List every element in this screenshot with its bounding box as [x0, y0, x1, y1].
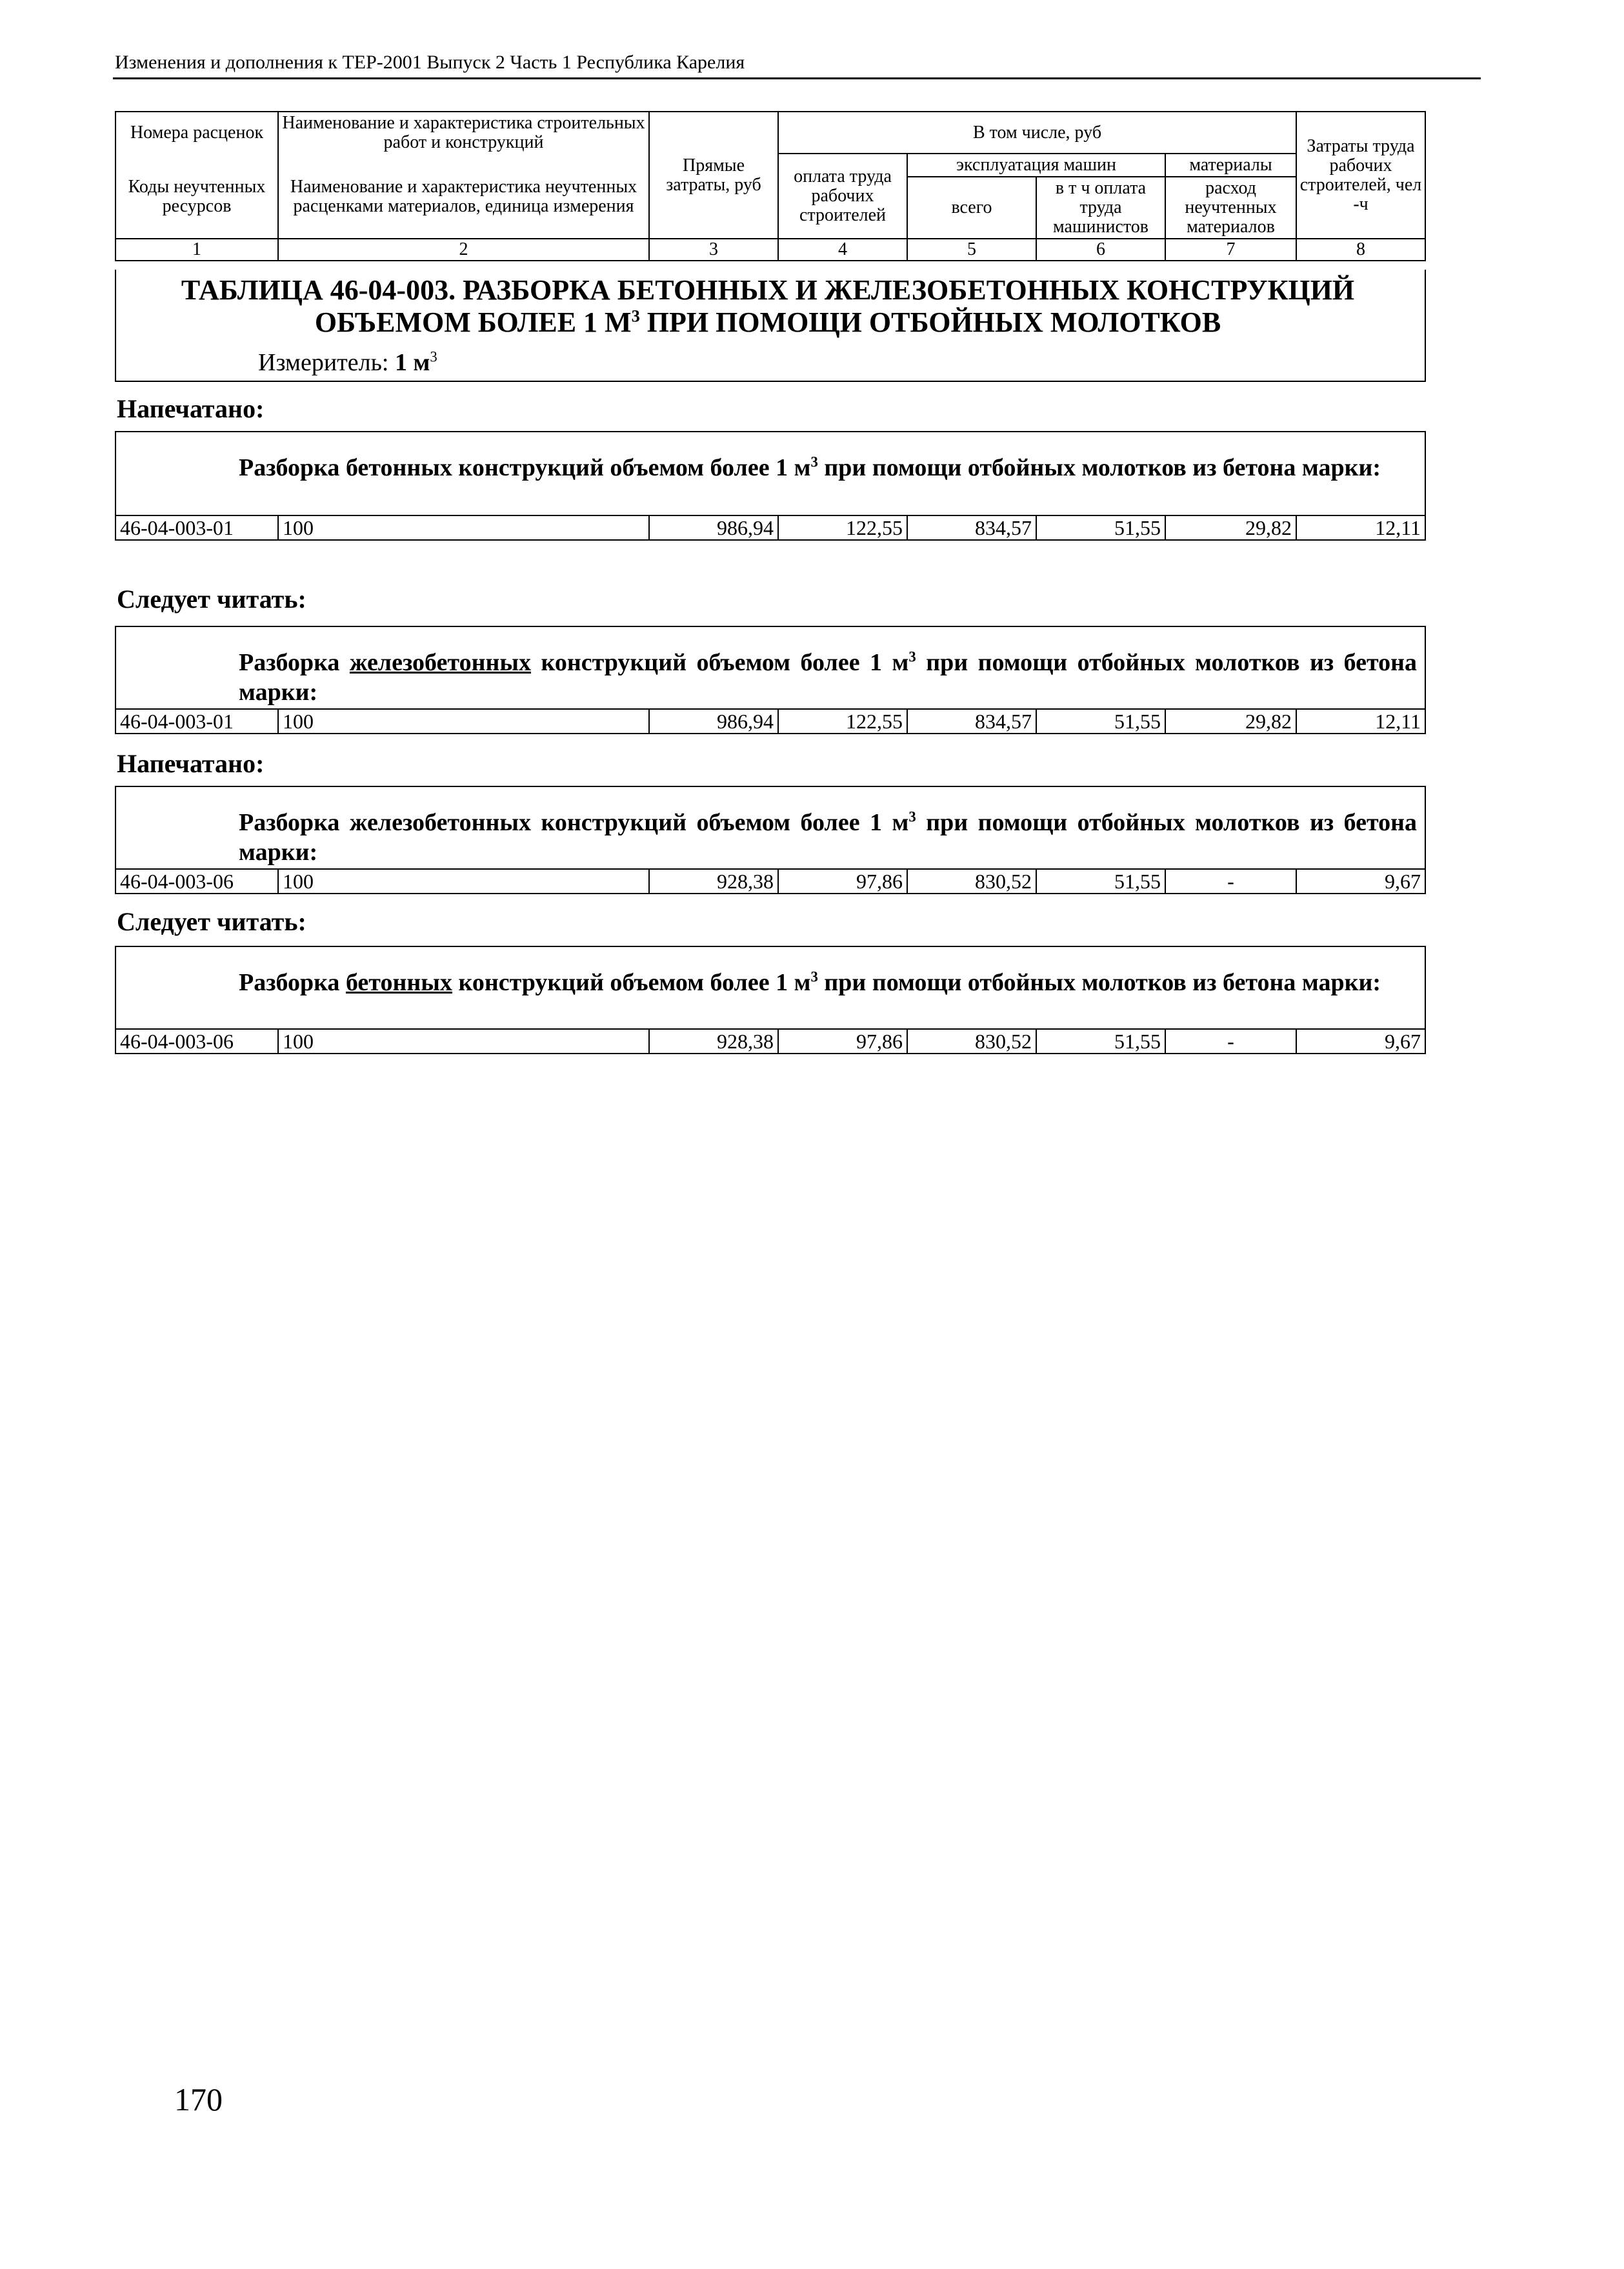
item-description: Разборка железобетонных конструкций объемом более 1 $м^3$ при помощи отбойных молотков из бетона марки:	[239, 648, 1417, 706]
label-printed: Напечатано:	[117, 394, 265, 423]
column-number: 3	[649, 239, 778, 261]
cell-code: 46-04-003-06	[115, 869, 278, 894]
cell-machines: 830,52	[907, 1029, 1036, 1054]
cell-labor: 122,55	[778, 709, 907, 734]
cell-grade: 100	[278, 1029, 649, 1054]
table-row	[115, 708, 1426, 734]
header-name-top: Наименование и характеристика строительных работ и конструкций	[278, 112, 649, 154]
cell-hours: 12,11	[1296, 515, 1425, 540]
item-description: Разборка бетонных конструкций объемом более 1 $м^3$ при помощи отбойных молотков из бетона марки:	[239, 454, 1381, 481]
column-number: 5	[907, 239, 1036, 261]
cell-grade: 100	[278, 869, 649, 894]
header-direct-costs: Прямые затраты, руб	[649, 112, 778, 239]
cell-labor: 97,86	[778, 1029, 907, 1054]
header-machines: эксплуатация машин	[907, 154, 1165, 177]
label-should-read: Следует читать:	[117, 907, 306, 936]
header-codes-top: Номера расценок	[115, 112, 278, 154]
header-in-total: В том числе, руб	[778, 112, 1296, 154]
column-number: 2	[278, 239, 649, 261]
cell-grade: 100	[278, 515, 649, 540]
column-number: 1	[115, 239, 278, 261]
cell-operators: 51,55	[1036, 515, 1165, 540]
table-title-line-2: ОБЪЕМОМ БОЛЕЕ 1 $М^3$ ПРИ ПОМОЩИ ОТБОЙНЫХ МОЛОТКОВ	[314, 306, 1221, 338]
cell-machines: 834,57	[907, 515, 1036, 540]
cell-materials: 29,82	[1165, 709, 1296, 734]
header-worker-pay: оплата труда рабочих строителей	[778, 154, 907, 239]
cell-direct: 928,38	[649, 869, 778, 894]
description-block	[115, 946, 1426, 1032]
header-machines-total: всего	[907, 177, 1036, 239]
table-row	[115, 868, 1426, 894]
description-block	[115, 626, 1426, 712]
cell-materials: -	[1165, 869, 1296, 894]
column-number: 4	[778, 239, 907, 261]
cell-code: 46-04-003-01	[115, 515, 278, 540]
cell-direct: 986,94	[649, 709, 778, 734]
cell-labor: 122,55	[778, 515, 907, 540]
cell-machines: 834,57	[907, 709, 1036, 734]
column-header-table	[115, 111, 1426, 261]
label-should-read: Следует читать:	[117, 585, 306, 614]
cell-code: 46-04-003-01	[115, 709, 278, 734]
cell-hours: 12,11	[1296, 709, 1425, 734]
item-description: Разборка железобетонных конструкций объемом более 1 $м^3$ при помощи отбойных молотков из бетона марки:	[239, 808, 1417, 866]
table-title	[135, 274, 1400, 339]
running-head: Изменения и дополнения к ТЕР-2001 Выпуск 2 Часть 1 Республика Карелия	[115, 52, 745, 73]
item-description: Разборка бетонных конструкций объемом более 1 $м^3$ при помощи отбойных молотков из бетона марки:	[239, 968, 1381, 996]
cell-labor: 97,86	[778, 869, 907, 894]
header-name-bottom: Наименование и характеристика неучтенных расценками материалов, единица измерения	[278, 154, 649, 239]
measure-unit: Измеритель: 1 $м^3$	[258, 348, 437, 376]
column-number: 6	[1036, 239, 1165, 261]
cell-code: 46-04-003-06	[115, 1029, 278, 1054]
column-number: 8	[1296, 239, 1425, 261]
page-number: 170	[174, 2081, 223, 2117]
cell-machines: 830,52	[907, 869, 1036, 894]
cell-hours: 9,67	[1296, 869, 1425, 894]
header-rule	[113, 77, 1481, 79]
cell-operators: 51,55	[1036, 869, 1165, 894]
header-materials: материалы	[1165, 154, 1296, 177]
description-block	[115, 786, 1426, 872]
table-title-line-1: ТАБЛИЦА 46-04-003. РАЗБОРКА БЕТОННЫХ И ЖЕЛЕЗОБЕТОННЫХ КОНСТРУКЦИЙ	[181, 274, 1355, 306]
cell-materials: -	[1165, 1029, 1296, 1054]
label-printed: Напечатано:	[117, 749, 265, 778]
header-labor-hours: Затраты труда рабочих строителей, чел -ч	[1296, 112, 1425, 239]
cell-materials: 29,82	[1165, 515, 1296, 540]
cell-hours: 9,67	[1296, 1029, 1425, 1054]
header-operator-pay: в т ч оплата труда машинистов	[1036, 177, 1165, 239]
cell-direct: 928,38	[649, 1029, 778, 1054]
description-block	[115, 431, 1426, 517]
column-number: 7	[1165, 239, 1296, 261]
table-row	[115, 1028, 1426, 1054]
cell-grade: 100	[278, 709, 649, 734]
cell-operators: 51,55	[1036, 709, 1165, 734]
table-row	[115, 515, 1426, 541]
cell-operators: 51,55	[1036, 1029, 1165, 1054]
cell-direct: 986,94	[649, 515, 778, 540]
header-codes-bottom: Коды неучтенных ресурсов	[115, 154, 278, 239]
header-unaccounted-materials: расход неучтенных материалов	[1165, 177, 1296, 239]
